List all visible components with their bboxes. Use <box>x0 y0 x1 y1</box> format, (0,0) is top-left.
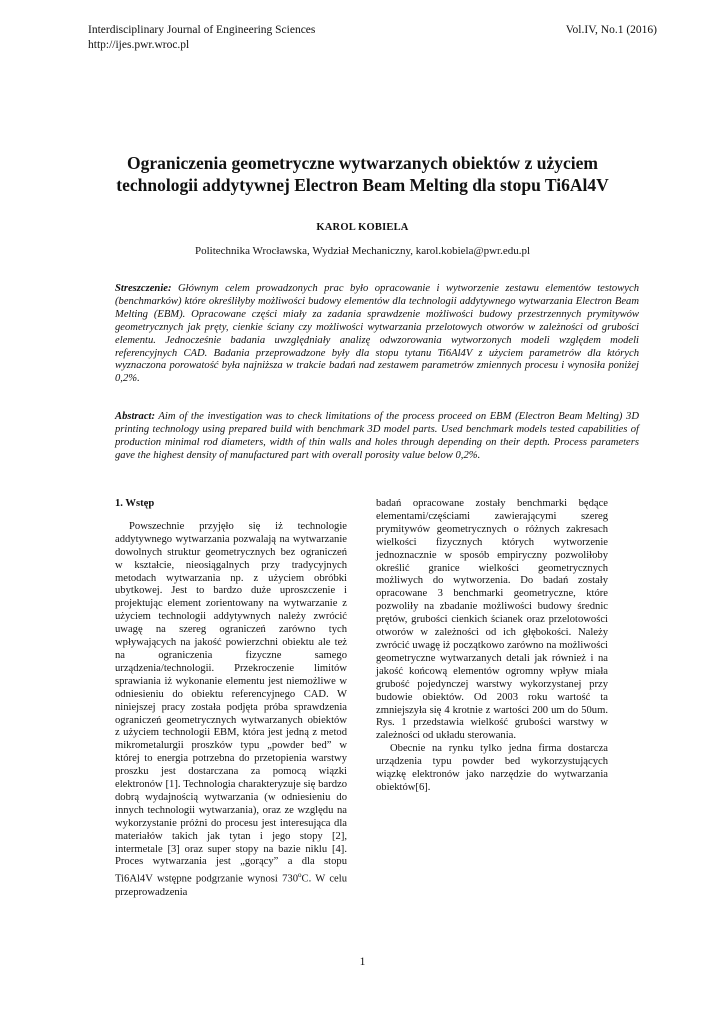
abstract-english <box>115 411 639 463</box>
journal-name: Interdisciplinary Journal of Engineering Sciences <box>88 24 316 36</box>
paper-title <box>60 152 665 196</box>
abstract-english-label: Abstract: <box>115 411 156 422</box>
paragraph-3: Obecnie na rynku tylko jedna firma dostarcza urządzenia typu powder bed wykorzystujących wiązkę elektronów jako narzędzie do wytwarzania obiektów[6]. <box>376 743 608 793</box>
paragraph-1-end: C. W celu przeprowadzenia <box>115 873 347 898</box>
journal-volume: Vol.IV, No.1 (2016) <box>565 24 657 36</box>
author-affiliation: Politechnika Wrocławska, Wydział Mechaniczny, karol.kobiela@pwr.edu.pl <box>194 245 531 257</box>
section-heading: 1. Wstęp <box>115 498 155 509</box>
paragraph-1 <box>115 521 347 900</box>
column-right <box>376 498 608 795</box>
column-left <box>115 498 347 900</box>
abstract-english-text: Aim of the investigation was to check limitations of the process proceed on EBM (Electron Beam Melting) 3D printing technology using prepared build with benchmark 3D model parts. Used benchmark models tested capabilities of production minimal rod diameters, width of thin walls and holes through depending on their depth. Process parameters gave the highest density of manufactured part with overall porosity value below 0,2%. <box>115 411 639 461</box>
journal-url: http://ijes.pwr.wroc.pl <box>88 39 190 51</box>
running-header-left <box>88 23 315 53</box>
title-line-1: Ograniczenia geometryczne wytwarzanych obiektów z użyciem <box>127 153 598 173</box>
title-line-2: technologii addytywnej Electron Beam Melting dla stopu Ti6Al4V <box>116 175 609 195</box>
degree-superscript: o <box>298 871 302 880</box>
abstract-polish-text: Głównym celem prowadzonych prac było opracowanie i wytworzenie zestawu elementów testowych (benchmarków) które określiłyby możliwości budowy elementów dla technologii addytywnego wytwarzania Electron Beam Melting (EBM). Opracowane części miały za zadania sprawdzenie możliwości budowy przestrzennych prymitywów geometrycznych jak pręty, cienkie ściany czy możliwości wytwarzania przelotowych otworów w zależności od grubości elementu. Jednocześnie badania uwzględniały analizę odwzorowania wytworzonych modeli względem modeli referencyjnych CAD. Badania przeprowadzone były dla stopu tytanu Ti6Al4V z użyciem parametrów dla których wyznaczona porowatość była najniższa w trakcie badań nad zestawem parametrów zmiennych procesu i wynosiła poniżej 0,2%. <box>115 283 639 385</box>
paragraph-1-text: Powszechnie przyjęło się iż technologie addytywnego wytwarzania pozwalają na wytwarzanie dowolnych struktur geometrycznych bez ograniczeń w kształcie, nieosiągalnych przy tradycyjnych metodach wytwarzania np. z użyciem obróbki ubytkowej. Jest to bardzo duże uproszczenie i projektując element zorientowany na wytwarzanie z użyciem technologii addytywnych należy zwrócić uwagę na szereg ograniczeń zarówno tych wpływających na jakość powierzchni obiektu ale też na ograniczenia fizyczne samego urządzenia/technologii. Przekroczenie limitów sprawiania iż wykonanie elementu jest niemożliwe w odniesieniu do obiektu referencyjnego CAD. W niniejszej pracy została podjęta próba sprawdzenia ograniczeń geometrycznych wytwarzanych obiektów z użyciem technologii EBM, która jest jedną z metod mikrometalurgii proszków typu „powder bed” w której to energia potrzebna do przetopienia warstwy proszku jest dostarczana za pomocą wiązki elektronów [1]. Technologia charakteryzuje się bardzo dobrą wydajnością wytwarzania (w odniesieniu do innych technologii wytwarzania), oraz ze względu na wykorzystanie próżni do procesu jest interesująca dla materiałów takich jak tytan i jego stopy [2], intermetale [3] oraz super stopy na bazie niklu [4]. Proces wytwarzania jest „gorący” a dla stopu Ti6Al4V wstępne podgrzanie wynosi 730 <box>115 520 347 885</box>
author-name: KAROL KOBIELA <box>316 222 409 233</box>
abstract-polish <box>115 283 639 386</box>
abstract-polish-label: Streszczenie: <box>115 283 172 294</box>
paragraph-2: badań opracowane zostały benchmarki będące elementami/częściami zawierającymi szereg prymitywów geometrycznych o różnych zakresach wielkości fizycznych których wytworzenie jednoznacznie w sposób empiryczny pozwoliłoby określić granice wielkości geometrycznych możliwych do wytworzenia. Do badań zostały opracowane 3 benchmarki geometryczne, które pozwoliły na zbadanie możliwości budowy średnic prętów, grubości cienkich ścianek oraz przelotowości otworów w zależności od ich głębokości. Należy zwrócić uwagę iż początkowo zarówno na możliwości geometryczne wytwarzanych detali jak również i na jakość końcową elementów ogromny wpływ miała grubość pojedynczej warstwy wykorzystanej przy budowie obiektów. Od 2003 roku wartość ta zmniejszyła się 4 krotnie z wartości 200 um do 50um. Rys. 1 przedstawia wielkość grubości warstwy w zależności od układu sterowania. <box>376 498 608 742</box>
page-number: 1 <box>359 956 366 968</box>
